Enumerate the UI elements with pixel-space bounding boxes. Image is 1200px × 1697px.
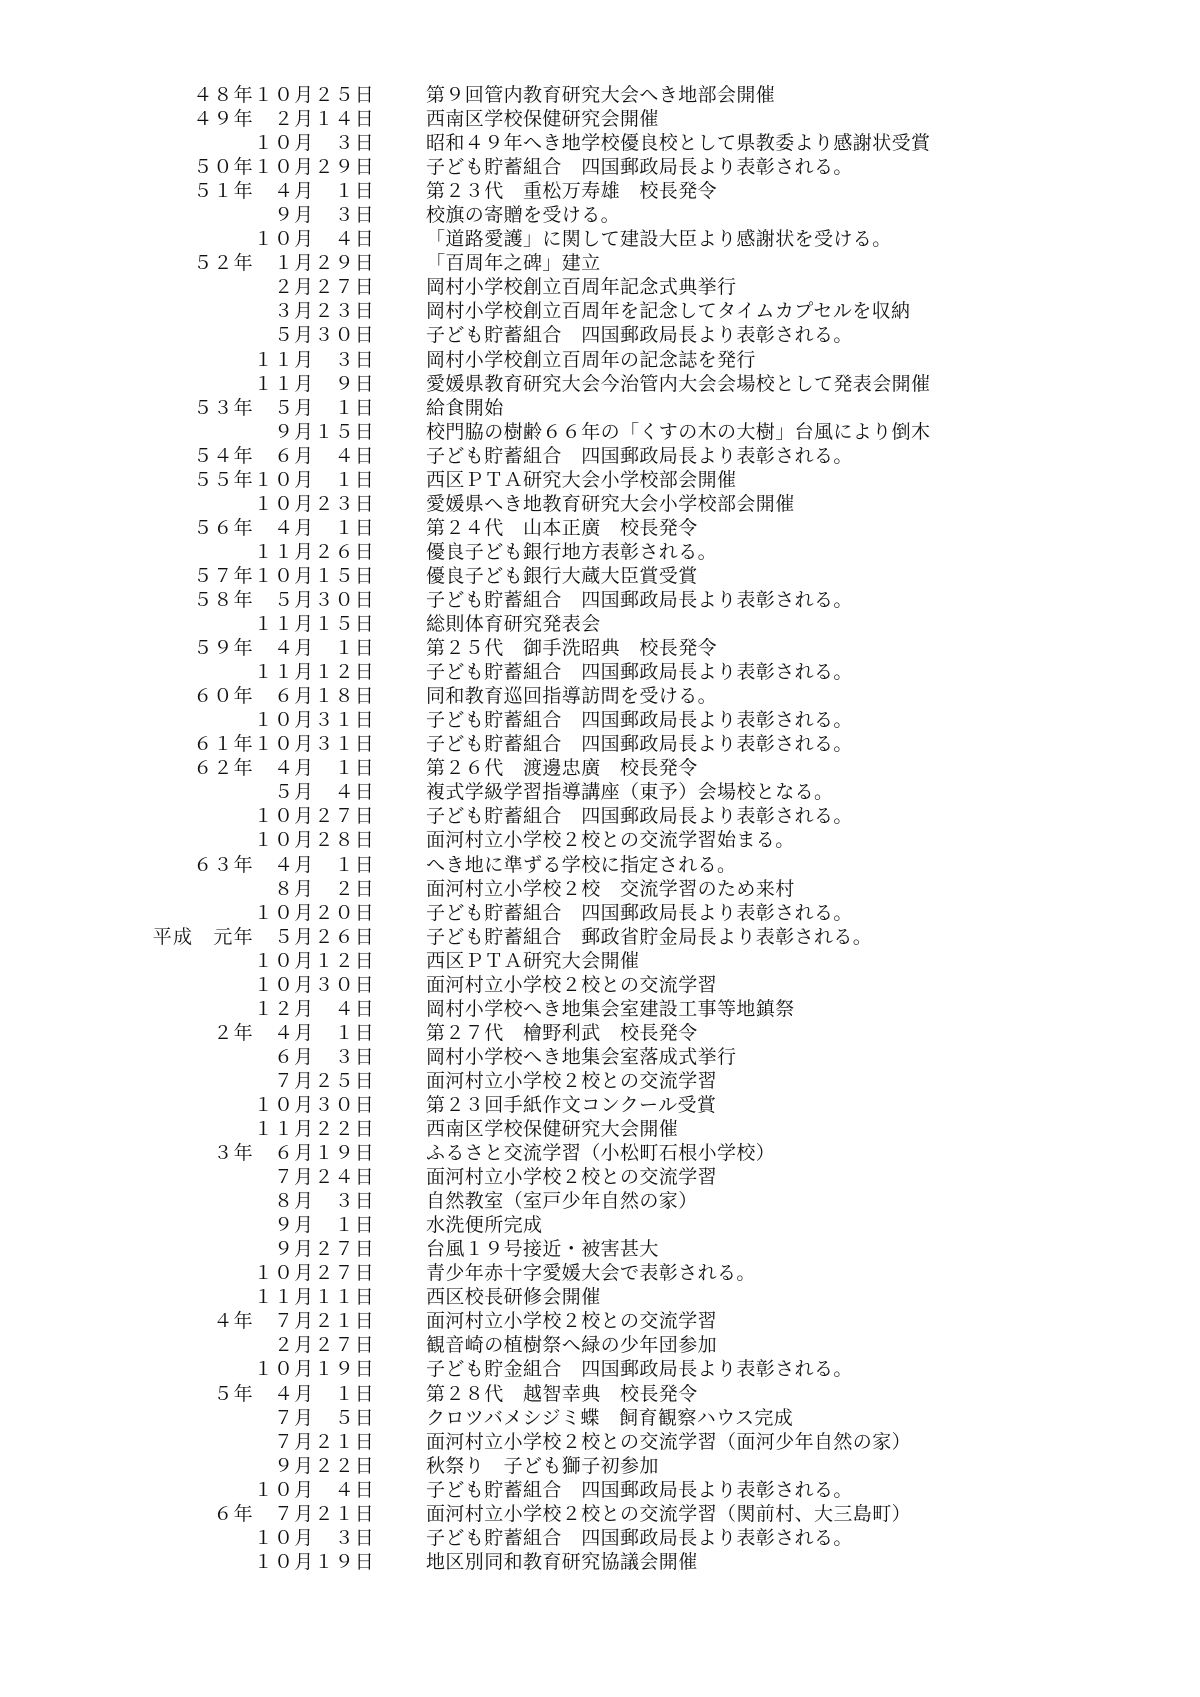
chronology-row [0, 1141, 1200, 1165]
chronology-row [0, 420, 1200, 444]
entry-event: 西南区学校保健研究会開催 [426, 108, 659, 131]
chronology-row [0, 780, 1200, 804]
entry-event: 面河村立小学校２校との交流学習 [426, 973, 718, 996]
entry-event: 給食開始 [426, 396, 504, 419]
entry-date: ５９年 ４月 １日 [193, 637, 375, 660]
entry-date: ４年 ７月２１日 [213, 1310, 375, 1333]
entry-event: 同和教育巡回指導訪問を受ける。 [426, 685, 718, 708]
entry-event: 岡村小学校へき地集会室建設工事等地鎮祭 [426, 997, 795, 1020]
entry-date: ９月１５日 [273, 420, 375, 443]
entry-date: １０月 ４日 [253, 228, 375, 251]
chronology-row [0, 1261, 1200, 1285]
entry-date: ９月 ３日 [273, 204, 375, 227]
chronology-row [0, 1550, 1200, 1574]
entry-event: 第９回管内教育研究大会へき地部会開催 [426, 84, 776, 106]
chronology-row [0, 1357, 1200, 1381]
entry-date: ６年 ７月２１日 [213, 1502, 375, 1525]
entry-event: 総則体育研究発表会 [426, 613, 601, 636]
chronology-row [0, 540, 1200, 564]
entry-date: ５６年 ４月 １日 [193, 516, 375, 539]
entry-event: 第２８代 越智幸典 校長発令 [426, 1382, 698, 1405]
chronology-row [0, 1237, 1200, 1261]
chronology-row [0, 925, 1200, 949]
entry-event: 優良子ども銀行地方表彰される。 [426, 540, 718, 563]
chronology-row [0, 227, 1200, 251]
entry-date: １１月 ３日 [253, 348, 375, 371]
chronology-row [0, 1526, 1200, 1550]
entry-date: １０月２７日 [253, 805, 375, 828]
entry-date: １０月３０日 [253, 973, 375, 996]
chronology-row [0, 468, 1200, 492]
entry-event: 子ども貯蓄組合 四国郵政局長より表彰される。 [426, 901, 853, 924]
chronology-row [0, 901, 1200, 925]
chronology-row [0, 708, 1200, 732]
entry-event: 子ども貯蓄組合 四国郵政局長より表彰される。 [426, 1478, 853, 1501]
entry-date: １０月３１日 [253, 709, 375, 732]
entry-event: 子ども貯蓄組合 四国郵政局長より表彰される。 [426, 661, 853, 684]
entry-date: ２月２７日 [273, 1334, 375, 1357]
chronology-row [0, 877, 1200, 901]
chronology-row [0, 997, 1200, 1021]
chronology-row [0, 1502, 1200, 1526]
chronology-row [0, 564, 1200, 588]
entry-date: ５月３０日 [273, 324, 375, 347]
chronology-row [0, 636, 1200, 660]
entry-date: ７月２５日 [273, 1069, 375, 1092]
entry-event: 子ども貯蓄組合 四国郵政局長より表彰される。 [426, 156, 853, 179]
entry-date: ５３年 ５月 １日 [193, 396, 375, 419]
chronology-row [0, 660, 1200, 684]
entry-date: １０月２３日 [253, 492, 375, 515]
chronology-row [0, 1213, 1200, 1237]
entry-date: ５１年 ４月 １日 [193, 180, 375, 203]
entry-date: ５月 ４日 [273, 781, 375, 804]
entry-date: 平成 元年 ５月２６日 [152, 925, 375, 948]
chronology-row [0, 1430, 1200, 1454]
entry-date: ２月２７日 [273, 276, 375, 299]
entry-event: ふるさと交流学習（小松町石根小学校） [426, 1142, 776, 1165]
chronology-row [0, 1333, 1200, 1357]
entry-date: ９月２７日 [273, 1238, 375, 1261]
entry-event: 岡村小学校創立百周年を記念してタイムカプセルを収納 [426, 300, 911, 323]
entry-date: １１月２２日 [253, 1118, 375, 1141]
entry-event: 岡村小学校へき地集会室落成式挙行 [426, 1045, 737, 1068]
entry-event: 校旗の寄贈を受ける。 [426, 204, 621, 227]
chronology-row [0, 1478, 1200, 1502]
entry-event: 子ども貯蓄組合 四国郵政局長より表彰される。 [426, 324, 853, 347]
entry-date: ５４年 ６月 ４日 [193, 444, 375, 467]
entry-date: １０月 ４日 [253, 1478, 375, 1501]
entry-event: 子ども貯金組合 四国郵政局長より表彰される。 [426, 1358, 853, 1381]
entry-date: ６３年 ４月 １日 [193, 853, 375, 876]
entry-event: 青少年赤十字愛媛大会で表彰される。 [426, 1262, 756, 1285]
entry-event: 地区別同和教育研究協議会開催 [426, 1550, 698, 1573]
entry-date: １０月２８日 [253, 829, 375, 852]
entry-event: 秋祭り 子ども獅子初参加 [426, 1454, 659, 1477]
chronology-row [0, 612, 1200, 636]
entry-event: 子ども貯蓄組合 四国郵政局長より表彰される。 [426, 588, 853, 611]
chronology-row [0, 1454, 1200, 1478]
entry-date: ４９年 ２月１４日 [193, 108, 375, 131]
entry-event: 面河村立小学校２校との交流学習 [426, 1069, 718, 1092]
entry-date: １２月 ４日 [253, 997, 375, 1020]
entry-event: 子ども貯蓄組合 四国郵政局長より表彰される。 [426, 1526, 853, 1549]
entry-event: 「百周年之碑」建立 [426, 252, 601, 275]
entry-date: ５５年１０月 １日 [193, 468, 375, 491]
entry-date: ３年 ６月１９日 [213, 1142, 375, 1165]
entry-date: ７月２４日 [273, 1166, 375, 1189]
chronology-row [0, 131, 1200, 155]
chronology-row [0, 155, 1200, 179]
chronology-row [0, 107, 1200, 131]
entry-date: ８月 ２日 [273, 877, 375, 900]
chronology-list [0, 83, 1200, 1574]
chronology-row [0, 299, 1200, 323]
entry-event: 校門脇の樹齢６６年の「くすの木の大樹」台風により倒木 [426, 420, 931, 443]
entry-event: 子ども貯蓄組合 四国郵政局長より表彰される。 [426, 805, 853, 828]
entry-date: ５８年 ５月３０日 [193, 588, 375, 611]
entry-event: 西区ＰＴＡ研究大会小学校部会開催 [426, 468, 737, 491]
entry-date: ６月 ３日 [273, 1045, 375, 1068]
chronology-row [0, 756, 1200, 780]
entry-date: １０月１２日 [253, 949, 375, 972]
entry-event: 優良子ども銀行大蔵大臣賞受賞 [426, 564, 698, 587]
entry-event: へき地に準ずる学校に指定される。 [426, 853, 737, 876]
chronology-row [0, 804, 1200, 828]
entry-event: 第２４代 山本正廣 校長発令 [426, 516, 698, 539]
chronology-row [0, 251, 1200, 275]
entry-date: ７月 ５日 [273, 1406, 375, 1429]
entry-date: １１月１５日 [253, 613, 375, 636]
entry-event: 子ども貯蓄組合 四国郵政局長より表彰される。 [426, 733, 853, 756]
entry-date: １１月１１日 [253, 1286, 375, 1309]
entry-date: ９月２２日 [273, 1454, 375, 1477]
entry-event: クロツバメシジミ蝶 飼育観察ハウス完成 [426, 1406, 794, 1429]
entry-event: 面河村立小学校２校との交流学習始まる。 [426, 829, 795, 852]
entry-date: ２年 ４月 １日 [213, 1021, 375, 1044]
chronology-row [0, 684, 1200, 708]
chronology-row [0, 323, 1200, 347]
chronology-row [0, 1069, 1200, 1093]
entry-date: ６１年１０月３１日 [193, 733, 375, 756]
chronology-row [0, 1021, 1200, 1045]
entry-event: 子ども貯蓄組合 郵政省貯金局長より表彰される。 [426, 925, 873, 948]
entry-date: １１月２６日 [253, 540, 375, 563]
entry-event: 昭和４９年へき地学校優良校として県教委より感謝状受賞 [426, 132, 931, 155]
entry-date: ６２年 ４月 １日 [193, 757, 375, 780]
entry-date: ９月 １日 [273, 1214, 375, 1237]
entry-date: １０月３０日 [253, 1093, 375, 1116]
entry-event: 子ども貯蓄組合 四国郵政局長より表彰される。 [426, 444, 853, 467]
chronology-row [0, 516, 1200, 540]
entry-event: 第２３回手紙作文コンクール受賞 [426, 1093, 717, 1116]
entry-event: 岡村小学校創立百周年記念式典挙行 [426, 276, 737, 299]
entry-date: ７月２１日 [273, 1430, 375, 1453]
chronology-row [0, 1165, 1200, 1189]
entry-date: １０月１９日 [253, 1358, 375, 1381]
entry-event: 第２７代 檜野利武 校長発令 [426, 1021, 698, 1044]
entry-date: ５年 ４月 １日 [213, 1382, 375, 1405]
entry-event: 西区校長研修会開催 [426, 1286, 601, 1309]
entry-event: 「道路愛護」に関して建設大臣より感謝状を受ける。 [426, 228, 892, 251]
chronology-row [0, 973, 1200, 997]
entry-event: 西南区学校保健研究大会開催 [426, 1118, 679, 1141]
chronology-row [0, 949, 1200, 973]
entry-event: 面河村立小学校２校との交流学習 [426, 1166, 718, 1189]
entry-event: 複式学級学習指導講座（東予）会場校となる。 [426, 781, 834, 804]
chronology-row [0, 83, 1200, 107]
entry-event: 第２６代 渡邊忠廣 校長発令 [426, 757, 698, 780]
chronology-row [0, 444, 1200, 468]
entry-date: １１月１２日 [253, 661, 375, 684]
entry-event: 水洗便所完成 [426, 1214, 543, 1237]
chronology-row [0, 396, 1200, 420]
entry-date: ５２年 １月２９日 [193, 252, 375, 275]
chronology-row [0, 372, 1200, 396]
chronology-row [0, 1309, 1200, 1333]
entry-event: 第２５代 御手洗昭典 校長発令 [426, 637, 718, 660]
entry-event: 面河村立小学校２校との交流学習（面河少年自然の家） [426, 1430, 912, 1453]
entry-date: １０月 ３日 [253, 132, 375, 155]
entry-event: 岡村小学校創立百周年の記念誌を発行 [426, 348, 756, 371]
chronology-row [0, 1406, 1200, 1430]
chronology-row [0, 588, 1200, 612]
chronology-row [0, 1285, 1200, 1309]
entry-date: ８月 ３日 [273, 1190, 375, 1213]
entry-date: ５７年１０月１５日 [193, 564, 375, 587]
chronology-row [0, 853, 1200, 877]
entry-event: 子ども貯蓄組合 四国郵政局長より表彰される。 [426, 709, 853, 732]
entry-event: 第２３代 重松万寿雄 校長発令 [426, 180, 718, 203]
chronology-row [0, 1382, 1200, 1406]
chronology-row [0, 1117, 1200, 1141]
chronology-row [0, 828, 1200, 852]
chronology-row [0, 348, 1200, 372]
chronology-row [0, 275, 1200, 299]
chronology-row [0, 179, 1200, 203]
entry-date: ５０年１０月２９日 [193, 156, 375, 179]
chronology-row [0, 203, 1200, 227]
chronology-row [0, 1093, 1200, 1117]
chronology-row [0, 492, 1200, 516]
entry-date: １０月 ３日 [253, 1526, 375, 1549]
entry-event: 西区ＰＴＡ研究大会開催 [426, 949, 640, 972]
chronology-row [0, 1045, 1200, 1069]
chronology-row [0, 732, 1200, 756]
entry-event: 観音崎の植樹祭へ緑の少年団参加 [426, 1334, 718, 1357]
entry-date: ６０年 ６月１８日 [193, 685, 375, 708]
entry-date: １０月１９日 [253, 1550, 375, 1573]
chronology-row [0, 1189, 1200, 1213]
entry-event: 面河村立小学校２校との交流学習（関前村、大三島町） [426, 1502, 912, 1525]
entry-date: １０月２０日 [253, 901, 375, 924]
entry-event: 面河村立小学校２校との交流学習 [426, 1310, 718, 1333]
entry-event: 愛媛県教育研究大会今治管内大会会場校として発表会開催 [426, 372, 931, 395]
entry-event: 自然教室（室戸少年自然の家） [426, 1190, 698, 1213]
entry-event: 台風１９号接近・被害甚大 [426, 1238, 659, 1261]
entry-event: 面河村立小学校２校 交流学習のため来村 [426, 877, 795, 900]
entry-date: １１月 ９日 [253, 372, 375, 395]
entry-event: 愛媛県へき地教育研究大会小学校部会開催 [426, 492, 795, 515]
entry-date: １０月２７日 [253, 1262, 375, 1285]
entry-date: ３月２３日 [273, 300, 375, 323]
entry-date: ４８年１０月２５日 [193, 84, 375, 106]
